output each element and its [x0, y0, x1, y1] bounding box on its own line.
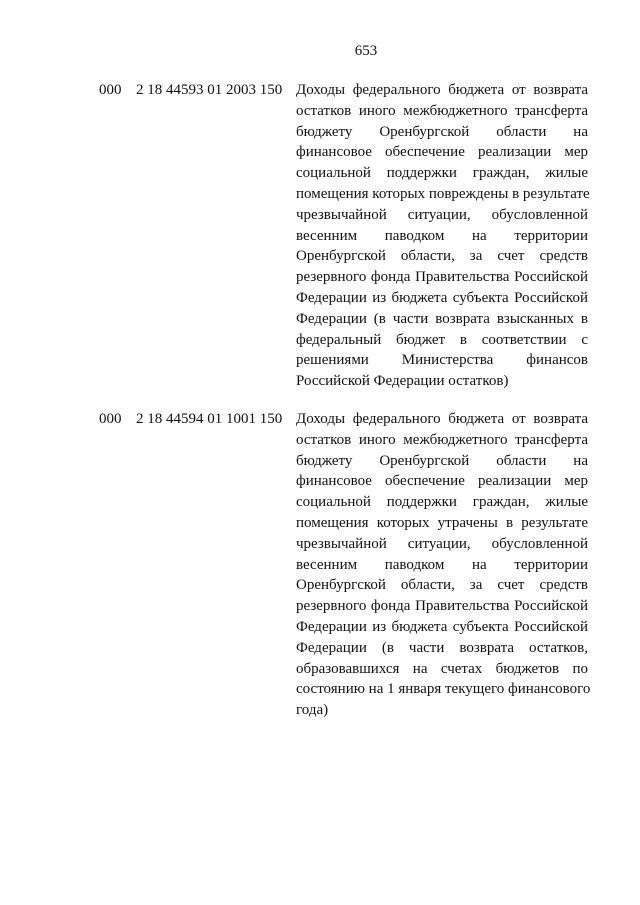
description-line: чрезвычайной ситуации, обусловленной — [296, 535, 588, 552]
description-line: Оренбургской области, за счет средств — [296, 577, 588, 594]
page-number: 653 — [354, 43, 378, 59]
description-line: Федерации (в части возврата взысканных в — [296, 310, 588, 327]
description-line: Оренбургской области, за счет средств — [296, 248, 588, 265]
budget-classification-code: 2 18 44593 01 2003 150 — [136, 82, 283, 98]
description-line: Доходы федерального бюджета от возврата — [296, 410, 588, 427]
budget-classification-code: 2 18 44594 01 1001 150 — [136, 410, 283, 427]
description-line: финансовое обеспечение реализации мер — [296, 144, 588, 161]
budget-code-entry — [0, 80, 640, 392]
description-line: чрезвычайной ситуации, обусловленной — [296, 206, 588, 223]
description-line: социальной поддержки граждан, жилые — [296, 494, 588, 511]
description-line: помещения которых утрачены в результате — [296, 514, 588, 531]
description-line: помещения которых повреждены в результате — [296, 185, 590, 202]
description-line: Федерации из бюджета субъекта Российской — [296, 618, 588, 635]
description-line: финансовое обеспечение реализации мер — [296, 473, 588, 490]
description-line: резервного фонда Правительства Российской — [296, 598, 588, 615]
description-line: Российской Федерации остатков) — [296, 373, 509, 390]
description-line: года) — [296, 702, 329, 719]
description-line: бюджету Оренбургской области на — [296, 123, 588, 140]
budget-code-list — [0, 80, 640, 738]
description-line: Федерации из бюджета субъекта Российской — [296, 289, 588, 306]
description-line: Доходы федерального бюджета от возврата — [296, 82, 588, 98]
description-line: Федерации (в части возврата остатков, — [296, 639, 588, 656]
income-description — [296, 80, 588, 392]
administrator-code: 000 — [99, 410, 122, 427]
income-description — [296, 409, 591, 721]
description-line: состоянию на 1 января текущего финансового — [296, 681, 591, 698]
description-line: весенним паводком на территории — [296, 227, 588, 244]
description-line: образовавшихся на счетах бюджетов по — [296, 660, 588, 677]
description-line: весенним паводком на территории — [296, 556, 588, 573]
description-line: федеральный бюджет в соответствии с — [296, 331, 588, 348]
budget-code-entry — [0, 409, 640, 721]
description-line: бюджету Оренбургской области на — [296, 452, 588, 469]
description-line: решениями Министерства финансов — [296, 352, 588, 369]
description-line: остатков иного межбюджетного трансферта — [296, 431, 588, 448]
administrator-code: 000 — [99, 82, 122, 98]
description-line: резервного фонда Правительства Российской — [296, 269, 588, 286]
description-line: остатков иного межбюджетного трансферта — [296, 102, 588, 119]
description-line: социальной поддержки граждан, жилые — [296, 165, 588, 182]
